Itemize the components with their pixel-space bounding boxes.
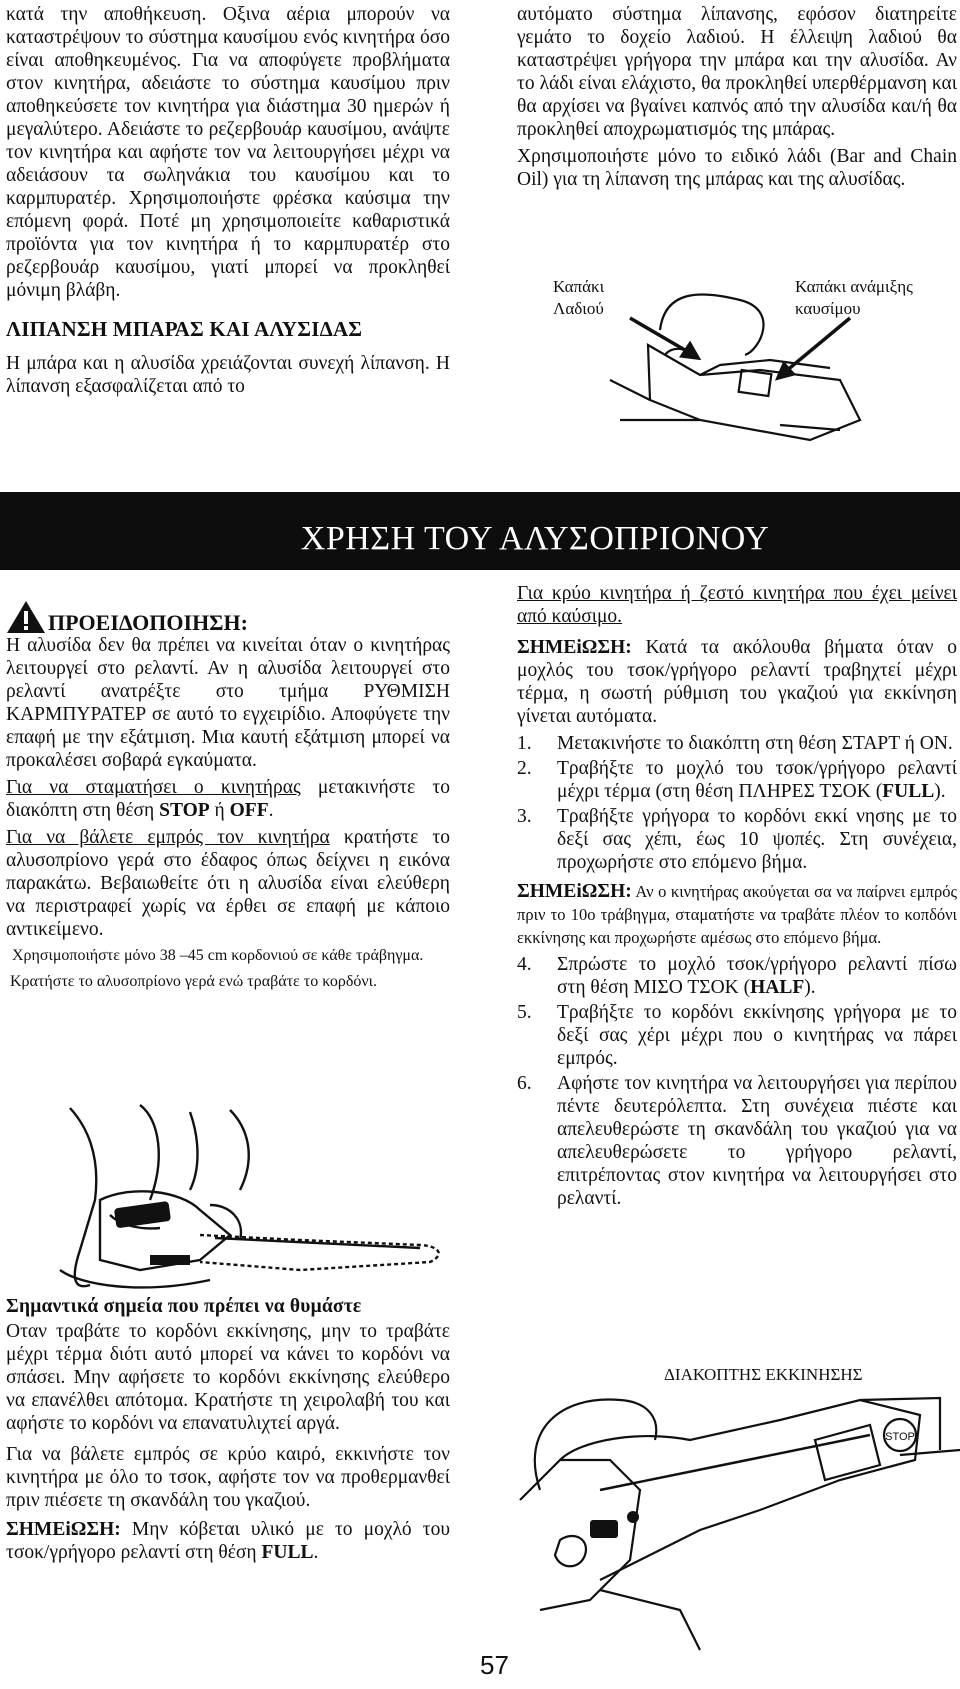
note1-label: ΣΗΜΕiΩΣΗ:	[517, 637, 632, 658]
step-text: Μετακινήστε το διακόπτη στη θέση ΣΤΑΡΤ ή ON.	[557, 733, 953, 754]
start-text: κρατήστε το αλυσοπρίονο γερά στο έδαφος όπως δείχνει η εικόνα παρακάτω. Βεβαιωθείτε ότι η αλυσίδα είναι ελεύθερη να περιστραφεί χωρίς να έρθει σε επαφή με κάποιο αντικείμενο.	[6, 827, 450, 940]
step-text-main: Σπρώστε το μοχλό τσοκ/γρήγορο ρελαντί πίσω στη θέση ΜΙΣΟ ΤΣΟΚ (	[557, 954, 957, 998]
stop-switch-label: STOP	[885, 1431, 915, 1443]
step-end: ).	[804, 977, 816, 998]
lubrication-heading: ΛΙΠΑΝΣΗ ΜΠΑΡΑΣ ΚΑΙ ΑΛΥΣΙΔΑΣ	[6, 317, 363, 341]
stop-or: ή	[209, 800, 230, 821]
stop-link-text: Για να σταματήσει ο κινητήρας	[6, 777, 301, 798]
label-start-switch: ΔΙΑΚΟΠΤΗΣ ΕΚΚΙΝΗΣΗΣ	[664, 1365, 863, 1384]
step-number: 4.	[517, 954, 532, 975]
step-text: Τραβήξτε γρήγορα το κορδόνι εκκί νησης με το δεξί σας χέπι, έως 10 ψοπές. Στη συνέχεια, προχωρήστε στο επόμενο βήμα.	[557, 806, 957, 873]
start-link-text: Για να βάλετε εμπρός τον κινητήρα	[6, 827, 330, 848]
note-label: ΣΗΜΕiΩΣΗ:	[6, 1519, 121, 1540]
remember-heading: Σημαντικά σημεία που πρέπει να θυμάστε	[6, 1296, 362, 1317]
step-number: 2.	[517, 758, 532, 779]
step-number: 3.	[517, 806, 532, 827]
note2-text: Αν ο κινητήρας ακούγεται σα να παίρνει εμπρός πριν το 10ο τράβηγμα, σταματήστε να τραβάτε πλέον το κοπδόνι εκκίνησης και προχωρήστε αμέσως στο επόμενο βήμα.	[517, 882, 957, 947]
step-bold: FULL	[882, 781, 935, 802]
cold-engine-link: Για κρύο κινητήρα ή ζεστό κινητήρα που έχει μείνει από καύσιμο.	[517, 583, 957, 627]
stop-period: .	[268, 800, 274, 821]
oil-usage-paragraph: Χρησιμοποιήστε μόνο το ειδικό λάδι (Bar and Chain Oil) για τη λίπανση της μπάρας και της αλυσίδας.	[517, 146, 957, 190]
note-full: FULL	[261, 1542, 314, 1563]
warning-title: ΠΡΟΕΙΔΟΠΟΙΗΣΗ:	[48, 610, 248, 635]
warning-text: Η αλυσίδα δεν θα πρέπει να κινείται όταν ο κινητήρας λειτουργεί στο ρελαντί. Αν η αλυσίδα λειτουργεί στο ρελαντί ανατρέξτε στο τμήμα ΡΥΘΜΙΣΗ ΚΑΡΜΠΥΡΑΤΕΡ σε αυτό το εγχειρίδιο. Αποφύγετε την επαφή με την εξάτμιση. Μια καυτή εξάτμιση μπορεί να προκαλέσει σοβαρά εγκαύματα.	[6, 635, 450, 771]
auto-lube-paragraph: αυτόματο σύστημα λίπανσης, εφόσον διατηρείτε γεμάτο το δοχείο λαδιού. Η έλλειψη λαδιού θα καταστρέψει γρήγορα την μπάρα και την αλυσίδα. Αν το λάδι είναι ελάχιστο, θα προκληθεί υπερθέρμανση και θα αρχίσει να βγαίνει καπνός από την αλυσίδα και/ή θα προκληθεί αποχρωματισμός της μπάρας.	[517, 4, 957, 140]
caption-hold-saw: Κρατήστε το αλυσοπρίονο γερά ενώ τραβάτε το κορδόνι.	[10, 973, 377, 990]
note-text: Μην κόβεται υλικό με το μοχλό του τσοκ/γρήγορο ρελαντί στη θέση	[6, 1519, 450, 1563]
step-text: Αφήστε τον κινητήρα να λειτουργήσει για περίπου πέντε δευτερόλεπτα. Στη συνέχεια πιέστε και απελευθερώστε τη σκανδάλη του γκαζιού για να απελευθερώσετε το γρήγορο ρελαντί, επιτρέποντας στον κινητήρα να λειτουργήσει στο ρελαντί.	[557, 1073, 957, 1209]
cold-weather-text: Για να βάλετε εμπρός σε κρύο καιρό, εκκινήστε τον κινητήρα με όλο το τσοκ, αφήστε τον να προθερμανθεί πριν πιέσετε τη σκανδάλη του γκαζιού.	[6, 1444, 450, 1511]
banner-title: ΧΡΗΣΗ ΤΟΥ ΑΛΥΣΟΠΡΙΟΝΟΥ	[300, 520, 770, 557]
step-text: Τραβήξτε το κορδόνι εκκίνησης γρήγορα με το δεξί σας χέρι μέχρι που ο κινητήρας να πάρει εμπρός.	[557, 1002, 957, 1069]
label-fuel-cap: Καπάκι ανάμιξης καυσίμου	[795, 277, 913, 318]
step-number: 1.	[517, 733, 532, 754]
step-text-main: Τραβήξτε το μοχλό του τσοκ/γρήγορο ρελαντί μέχρι τέρμα (στη θέση ΠΛΗΡΕΣ ΤΣΟΚ (	[557, 758, 957, 802]
step-bold: HALF	[750, 977, 805, 998]
stop-keyword: STOP	[159, 800, 210, 821]
label-oil-cap: Καπάκι Λαδιού	[553, 277, 605, 318]
off-keyword: OFF	[229, 800, 269, 821]
step-number: 6.	[517, 1073, 532, 1094]
storage-paragraph: κατά την αποθήκευση. Οξινα αέρια μπορούν να καταστρέψουν το σύστημα καυσίμου ενός κινητήρα όσο είναι αποθηκευμένος. Για να αποφύγετε προβλήματα στον κινητήρα, αδειάστε το σύστημα καυσίμου πριν αποθηκεύσετε τον κινητήρα για διάστημα 30 ημερών ή μεγαλύτερο. Αδειάστε το ρεζερβουάρ καυσίμου, ανάψτε τον κινητήρα και αφήστε τον να λειτουργήσει μέχρι να αδειάσουν τα σωληνάκια του καυσίμου και το καρμπυρατέρ. Χρησιμοποιήστε φρέσκα καύσιμα την επόμενη φορά. Ποτέ μη χρησιμοποιείτε καθαριστικά προϊόντα για τον κινητήρα ή το καρμπυρατέρ στο ρεζερβουάρ καυσίμου, γιατί μπορεί να προκληθεί μόνιμη βλάβη.	[6, 4, 450, 301]
note-end: .	[313, 1542, 319, 1563]
caption-cord-length: Χρησιμοποιήστε μόνο 38 –45 cm κορδονιού σε κάθε τράβηγμα.	[12, 947, 424, 964]
note2-label: ΣΗΜΕiΩΣΗ:	[517, 881, 632, 902]
remember-text: Οταν τραβάτε το κορδόνι εκκίνησης, μην το τραβάτε μέχρι τέρμα διότι αυτό μπορεί να κάνει το κορδόνι να σπάσει. Μην αφήσετε το κορδόνι εκκίνησης ελεύθερο να επανέλθει απότομα. Κρατήστε τη χειρολαβή του και αφήστε το κορδόνι να επανατυλιχτεί αργά.	[6, 1321, 450, 1434]
step-end: ).	[934, 781, 946, 802]
note1-text: Κατά τα ακόλουθα βήματα όταν ο μοχλός του τσοκ/γρήγορο ρελαντί τραβηχτεί μέχρι τέρμα, η σωστή ρύθμιση του γκαζιού για εκκίνηση γίνεται αυτόματα.	[517, 637, 957, 727]
step-number: 5.	[517, 1002, 532, 1023]
stop-text: μετακινήστε το διακόπτη στη θέση	[6, 777, 451, 821]
page-number: 57	[480, 1650, 509, 1680]
lubrication-paragraph: Η μπάρα και η αλυσίδα χρειάζονται συνεχή λίπανση. Η λίπανση εξασφαλίζεται από το	[6, 353, 450, 397]
